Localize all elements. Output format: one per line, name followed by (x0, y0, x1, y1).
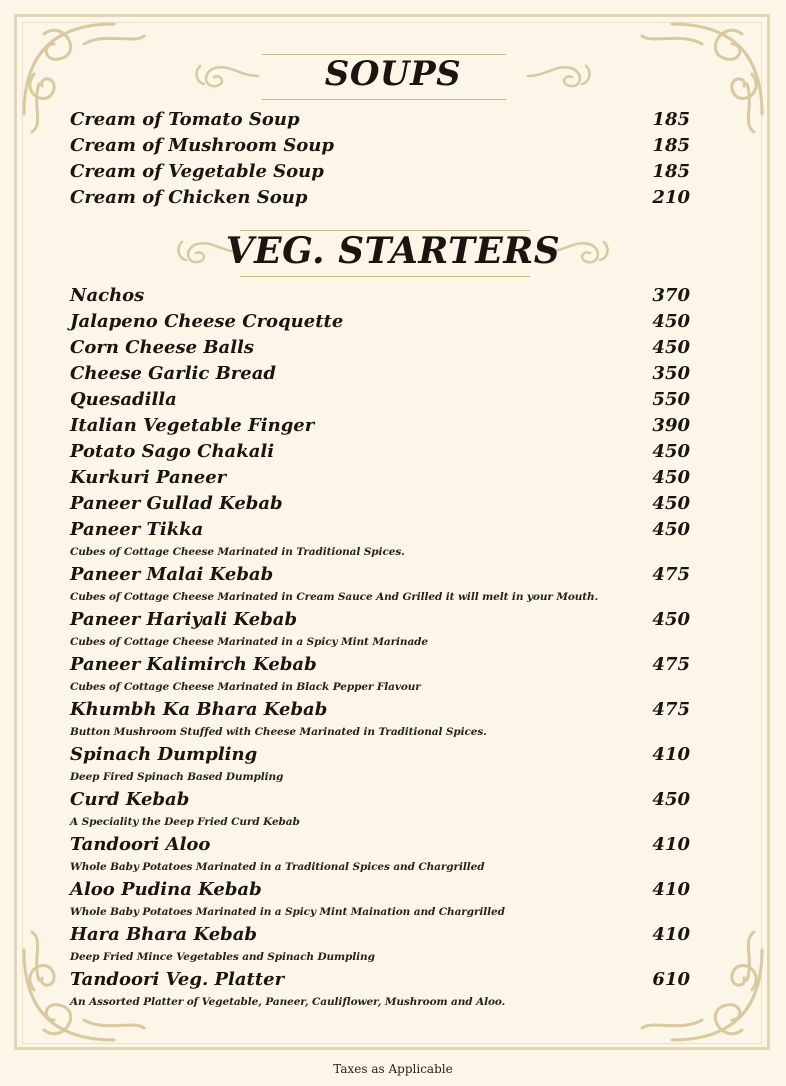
item-name: Curd Kebab (70, 789, 190, 810)
item-price: 450 (652, 467, 690, 488)
item-price: 210 (652, 187, 690, 208)
item-name: Cream of Tomato Soup (70, 109, 300, 130)
item-name: Jalapeno Cheese Croquette (70, 311, 344, 332)
item-price: 410 (652, 924, 690, 945)
section-title-soups: SOUPS (324, 54, 462, 94)
item-price: 370 (652, 285, 690, 306)
item-description: Deep Fried Mince Vegetables and Spinach Dumpling (70, 951, 375, 963)
item-description: Cubes of Cottage Cheese Marinated in Traditional Spices. (70, 546, 405, 558)
list-item (70, 654, 690, 699)
item-description: Cubes of Cottage Cheese Marinated in Cream Sauce And Grilled it will melt in your Mouth. (70, 591, 599, 603)
item-price: 610 (652, 969, 690, 990)
item-description: A Speciality the Deep Fried Curd Kebab (70, 816, 300, 828)
item-name: Nachos (70, 285, 145, 306)
item-price: 475 (652, 654, 690, 675)
item-name: Paneer Tikka (70, 519, 204, 540)
item-price: 550 (652, 389, 690, 410)
item-name: Tandoori Aloo (70, 834, 211, 855)
list-item (70, 744, 690, 789)
item-name: Potato Sago Chakali (70, 441, 275, 462)
item-price: 475 (652, 564, 690, 585)
item-price: 450 (652, 311, 690, 332)
list-item (70, 187, 690, 213)
list-item (70, 789, 690, 834)
list-item (70, 834, 690, 879)
list-item (70, 441, 690, 467)
list-item (70, 135, 690, 161)
item-price: 450 (652, 789, 690, 810)
item-description: Deep Fired Spinach Based Dumpling (70, 771, 284, 783)
item-price: 475 (652, 699, 690, 720)
veg-starters-list (70, 285, 690, 1014)
list-item (70, 924, 690, 969)
footer-note: Taxes as Applicable (333, 1062, 453, 1076)
item-price: 390 (652, 415, 690, 436)
item-price: 450 (652, 519, 690, 540)
item-name: Khumbh Ka Bhara Kebab (70, 699, 328, 720)
list-item (70, 363, 690, 389)
item-name: Aloo Pudina Kebab (70, 879, 262, 900)
list-item (70, 337, 690, 363)
list-item (70, 109, 690, 135)
item-price: 410 (652, 834, 690, 855)
soups-list (70, 109, 690, 213)
item-name: Hara Bhara Kebab (70, 924, 257, 945)
list-item (70, 389, 690, 415)
item-name: Cheese Garlic Bread (70, 363, 276, 384)
item-description: Cubes of Cottage Cheese Marinated in Black Pepper Flavour (70, 681, 421, 693)
item-name: Cream of Chicken Soup (70, 187, 308, 208)
item-name: Paneer Gullad Kebab (70, 493, 283, 514)
list-item (70, 161, 690, 187)
item-name: Corn Cheese Balls (70, 337, 255, 358)
item-description: Whole Baby Potatoes Marinated in a Spicy Mint Maination and Chargrilled (70, 906, 505, 918)
list-item (70, 311, 690, 337)
list-item (70, 467, 690, 493)
item-price: 410 (652, 744, 690, 765)
item-name: Paneer Kalimirch Kebab (70, 654, 317, 675)
item-price: 450 (652, 609, 690, 630)
item-price: 410 (652, 879, 690, 900)
item-name: Italian Vegetable Finger (70, 415, 315, 436)
item-price: 450 (652, 337, 690, 358)
item-price: 450 (652, 441, 690, 462)
item-description: Button Mushroom Stuffed with Cheese Marinated in Traditional Spices. (70, 726, 487, 738)
list-item (70, 699, 690, 744)
item-price: 185 (652, 161, 690, 182)
item-name: Paneer Hariyali Kebab (70, 609, 298, 630)
item-price: 185 (652, 135, 690, 156)
section-title-veg-starters: VEG. STARTERS (225, 230, 561, 272)
soups-heading-bottom-rule (262, 99, 506, 100)
list-item (70, 285, 690, 311)
list-item (70, 519, 690, 564)
list-item (70, 493, 690, 519)
item-name: Cream of Mushroom Soup (70, 135, 334, 156)
list-item (70, 415, 690, 441)
item-name: Tandoori Veg. Platter (70, 969, 285, 990)
item-description: An Assorted Platter of Vegetable, Paneer, Cauliflower, Mushroom and Aloo. (70, 996, 506, 1008)
list-item (70, 564, 690, 609)
item-name: Quesadilla (70, 389, 177, 410)
item-price: 185 (652, 109, 690, 130)
item-price: 350 (652, 363, 690, 384)
list-item (70, 609, 690, 654)
item-name: Paneer Malai Kebab (70, 564, 274, 585)
list-item (70, 969, 690, 1014)
item-name: Cream of Vegetable Soup (70, 161, 324, 182)
item-name: Spinach Dumpling (70, 744, 258, 765)
item-name: Kurkuri Paneer (70, 467, 227, 488)
starters-heading-bottom-rule (240, 276, 530, 277)
item-description: Whole Baby Potatoes Marinated in a Traditional Spices and Chargrilled (70, 861, 485, 873)
item-description: Cubes of Cottage Cheese Marinated in a Spicy Mint Marinade (70, 636, 428, 648)
list-item (70, 879, 690, 924)
item-price: 450 (652, 493, 690, 514)
